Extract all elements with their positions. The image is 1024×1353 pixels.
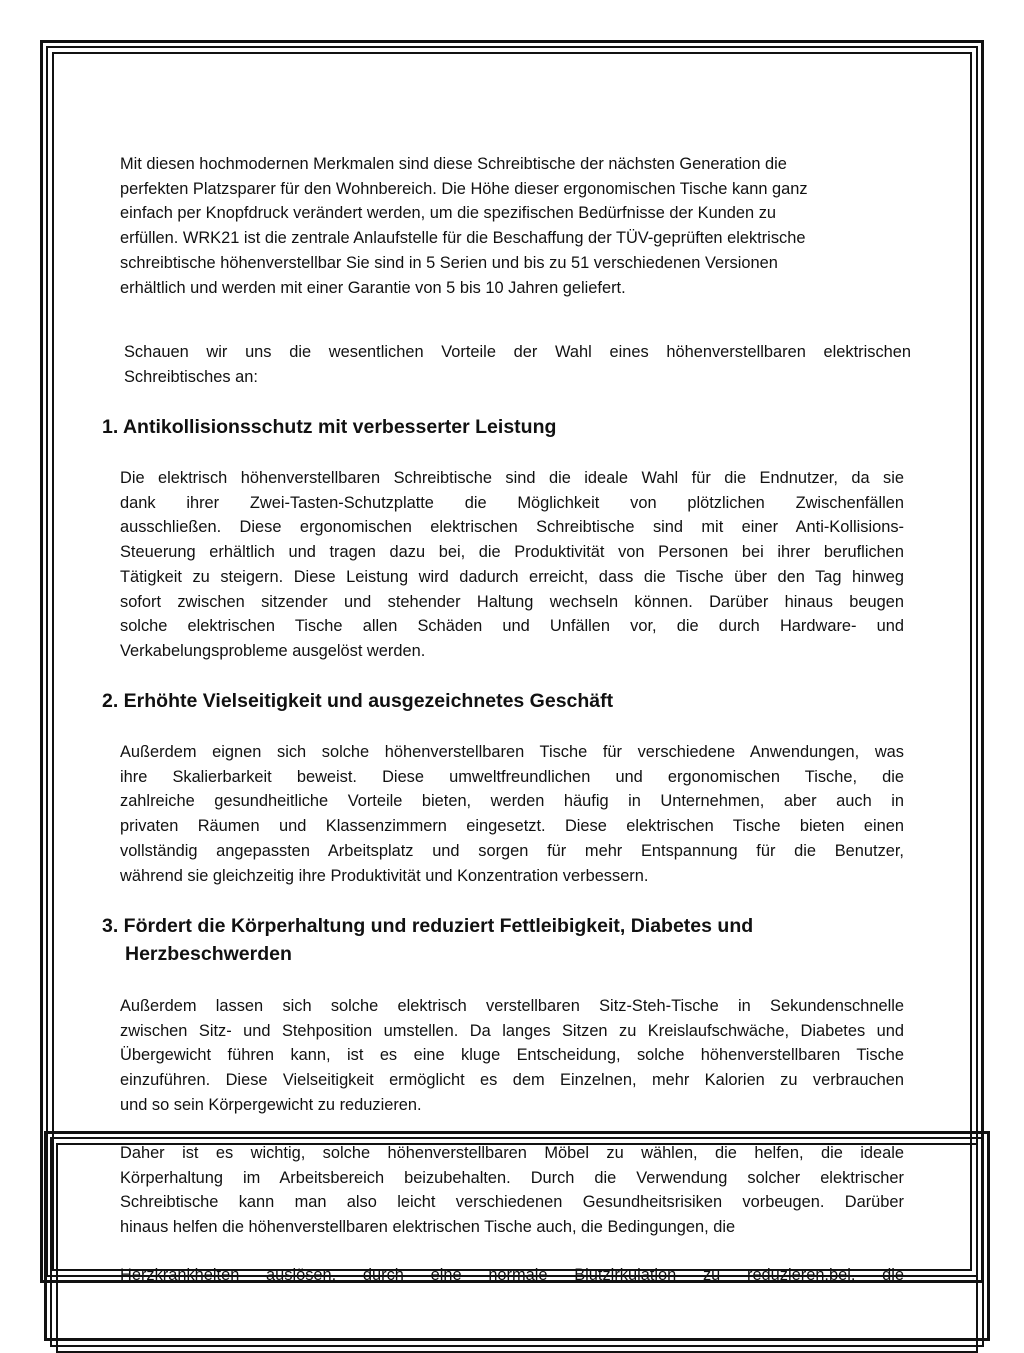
section-3-paragraph-2 — [120, 1141, 904, 1240]
section-1-line: ausschließen. Diese ergonomischen elektrischen Schreibtische sind mit einer Anti-Kollisions- — [120, 518, 904, 537]
section-2-line: privaten Räumen und Klassenzimmern eingesetzt. Diese elektrischen Tische bieten einen — [120, 817, 904, 836]
section-3-line: hinaus helfen die höhenverstellbaren elektrischen Tische auch, die Bedingungen, die — [120, 1218, 736, 1237]
section-2-heading: 2. Erhöhte Vielseitigkeit und ausgezeichnetes Geschäft — [102, 690, 614, 712]
section-3-heading-line: Herzbeschwerden — [125, 943, 292, 965]
section-1-line: Steuerung erhältlich und tragen dazu bei, die Produktivität von Personen bei ihrer beruflichen — [120, 543, 904, 562]
intro-line: einfach per Knopfdruck verändert werden, um die spezifischen Bedürfnisse der Kunden zu — [120, 204, 777, 223]
section-2-line: ihre Skalierbarkeit beweist. Diese umweltfreundlichen und ergonomischen Tische, die — [120, 767, 904, 786]
section-1-line: dank ihrer Zwei-Tasten-Schutzplatte die Möglichkeit von plötzlichen Zwischenfällen — [120, 493, 904, 512]
section-3-line: Außerdem lassen sich solche elektrisch verstellbaren Sitz-Steh-Tische in Sekundenschnelle — [120, 997, 904, 1015]
section-1-line: Die elektrisch höhenverstellbaren Schreibtische sind die ideale Wahl für die Endnutzer, da sie — [120, 469, 904, 487]
section-1-line: solche elektrischen Tische allen Schäden und Unfällen vor, die durch Hardware- und — [120, 617, 904, 636]
section-3-line: Schreibtische kann man also leicht verschiedenen Gesundheitsrisiken vorbeugen. Darüber — [120, 1193, 904, 1212]
intro-paragraph — [120, 152, 904, 300]
section-1-heading: 1. Antikollisionsschutz mit verbesserter Leistung — [102, 416, 557, 438]
section-2-line: während sie gleichzeitig ihre Produktivität und Konzentration verbessern. — [120, 866, 649, 885]
section-2-paragraph — [120, 740, 904, 888]
section-1-line: sofort zwischen sitzender und stehender Haltung wechseln können. Darüber hinaus beugen — [120, 592, 904, 611]
intro-line: Mit diesen hochmodernen Merkmalen sind diese Schreibtische der nächsten Generation die — [120, 155, 787, 173]
section-3-line: Daher ist es wichtig, solche höhenverstellbaren Möbel zu wählen, die helfen, die ideale — [120, 1144, 904, 1162]
section-3-paragraph — [120, 994, 904, 1118]
section-3-line: Körperhaltung im Arbeitsbereich beizubehalten. Durch die Verwendung solcher elektrischer — [120, 1168, 904, 1187]
lead-line: Schauen wir uns die wesentlichen Vorteile der Wahl eines höhenverstellbaren elektrischen — [124, 343, 911, 361]
section-2-line: zahlreiche gesundheitliche Vorteile bieten, werden häufig in Unternehmen, aber auch in — [120, 792, 904, 811]
intro-line: erfüllen. WRK21 ist die zentrale Anlaufstelle für die Beschaffung der TÜV-geprüften elektrische — [120, 229, 806, 248]
section-3-paragraph-3 — [120, 1263, 904, 1288]
section-3-heading — [102, 912, 753, 968]
section-2-line: Außerdem eignen sich solche höhenverstellbaren Tische für verschiedene Anwendungen, was — [120, 743, 904, 761]
section-3-line: zwischen Sitz- und Stehposition umstellen. Da langes Sitzen zu Kreislaufschwäche, Diabetes und — [120, 1021, 904, 1040]
intro-line: schreibtische höhenverstellbar Sie sind in 5 Serien und bis zu 51 verschiedenen Versionen — [120, 253, 778, 272]
lead-paragraph — [124, 340, 911, 389]
intro-line: erhältlich und werden mit einer Garantie von 5 bis 10 Jahren geliefert. — [120, 278, 626, 297]
intro-line: perfekten Platzsparer für den Wohnbereich. Die Höhe dieser ergonomischen Tische kann ganz — [120, 179, 808, 198]
section-1-paragraph — [120, 466, 904, 664]
section-1-line: Tätigkeit zu steigern. Diese Leistung wird dadurch erreicht, dass die Tische über den Tag hinweg — [120, 567, 904, 586]
section-3-heading-line: 3. Fördert die Körperhaltung und reduziert Fettleibigkeit, Diabetes und — [102, 915, 754, 937]
lead-line: Schreibtisches an: — [124, 367, 258, 386]
section-3-line: und so sein Körpergewicht zu reduzieren. — [120, 1095, 422, 1114]
section-3-line: einzuführen. Diese Vielseitigkeit ermöglicht es dem Einzelnen, mehr Kalorien zu verbrauchen — [120, 1071, 904, 1090]
section-1-line: Verkabelungsprobleme ausgelöst werden. — [120, 641, 426, 660]
section-2-line: vollständig angepassten Arbeitsplatz und sorgen für mehr Entspannung für die Benutzer, — [120, 841, 904, 860]
section-3-line: Übergewicht führen kann, ist es eine kluge Entscheidung, solche höhenverstellbaren Tische — [120, 1046, 904, 1065]
section-3-line: Herzkrankheiten auslösen, durch eine normale Blutzirkulation zu reduzieren.bei, die — [120, 1266, 904, 1284]
